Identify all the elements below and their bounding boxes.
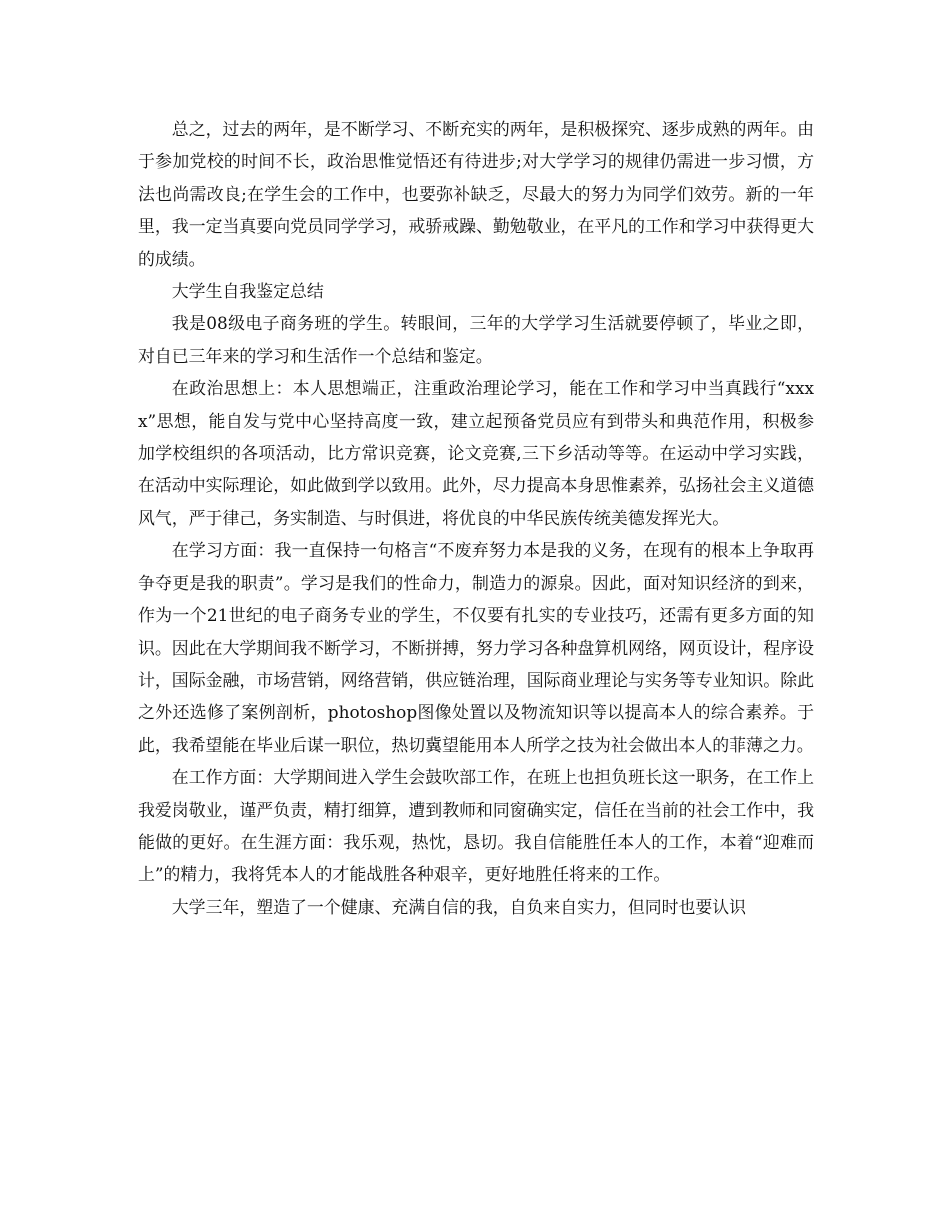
paragraph-study: 在学习方面：我一直保持一句格言“不废弃努力本是我的义务，在现有的根本上争取再争夺更是我的职责”。学习是我们的性命力，制造力的源泉。因此，面对知识经济的到来，作为一个21世纪的电子商务专业的学生，不仅要有扎实的专业技巧，还需有更多方面的知识。因此在大学期间我不断学习，不断拼搏，努力学习各种盘算机网络，网页设计，程序设计，国际金融，市场营销，网络营销，供应链治理，国际商业理论与实务等专业知识。除此之外还选修了案例剖析，photoshop图像处置以及物流知识等以提高本人的综合素养。于此，我希望能在毕业后谋一职位，热切冀望能用本人所学之技为社会做出本人的菲薄之力。 — [138, 540, 814, 755]
section-heading: 大学生自我鉴定总结 — [171, 281, 324, 302]
paragraph-intro: 我是08级电子商务班的学生。转眼间，三年的大学学习生活就要停顿了，毕业之即，对自已三年来的学习和生活作一个总结和鉴定。 — [138, 313, 814, 366]
paragraph-work: 在工作方面：大学期间进入学生会鼓吹部工作，在班上也担负班长这一职务，在工作上我爱岗敬业，谨严负责，精打细算，遭到教师和同窗确实定，信任在当前的社会工作中，我能做的更好。在生涯方面：我乐观，热忱，恳切。我自信能胜任本人的工作，本着“迎难而上”的精力，我将凭本人的才能战胜各种艰辛，更好地胜任将来的工作。 — [138, 767, 814, 885]
paragraph-politics: 在政治思想上：本人思想端正，注重政治理论学习，能在工作和学习中当真践行“xxxx”思想，能自发与党中心坚持高度一致，建立起预备党员应有到带头和典范作用，积极参加学校组织的各项活动，比方常识竞赛，论文竞赛,三下乡活动等等。在运动中学习实践，在活动中实际理论，如此做到学以致用。此外，尽力提高本身思惟素养，弘扬社会主义道德风气，严于律己，务实制造、与时俱进，将优良的中华民族传统美德发挥光大。 — [138, 378, 814, 528]
paragraph-conclusion: 大学三年，塑造了一个健康、充满自信的我，自负来自实力，但同时也要认识 — [171, 896, 747, 917]
document-body — [138, 113, 814, 923]
paragraph-summary: 总之，过去的两年，是不断学习、不断充实的两年，是积极探究、逐步成熟的两年。由于参加党校的时间不长，政治思惟觉悟还有待进步;对大学学习的规律仍需进一步习惯，方法也尚需改良;在学生会的工作中，也要弥补缺乏，尽最大的努力为同学们效劳。新的一年里，我一定当真要向党员同学学习，戒骄戒躁、勤勉敬业，在平凡的工作和学习中获得更大的成绩。 — [138, 119, 814, 269]
